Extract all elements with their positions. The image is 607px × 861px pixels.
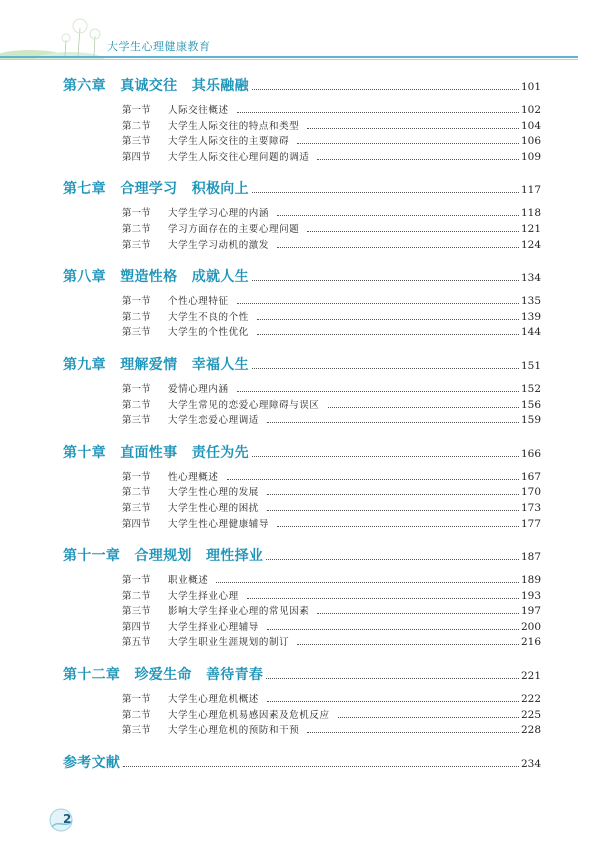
chapter-title: 第十二章 珍爱生命 善待青春 [63, 667, 264, 684]
section-page: 216 [520, 636, 541, 649]
dot-leader [266, 678, 519, 679]
page-number: 2 [63, 812, 72, 826]
references-title: 参考文献 [63, 754, 121, 771]
dot-leader [237, 112, 519, 113]
section-number: 第一节 [122, 383, 151, 395]
references-entry[interactable] [63, 752, 541, 774]
section-title: 大学生职业生涯规划的制订 [168, 637, 290, 649]
section-number: 第一节 [122, 296, 151, 308]
section-title: 大学生性心理的发展 [168, 487, 259, 499]
section-entry[interactable] [63, 221, 541, 237]
section-entry[interactable] [63, 149, 541, 165]
section-number: 第一节 [122, 575, 151, 587]
dot-leader [307, 732, 519, 733]
chapter-block [63, 354, 541, 428]
chapter-gap [63, 164, 541, 178]
dot-leader [267, 494, 519, 495]
section-page: 228 [520, 724, 541, 737]
section-entry[interactable] [63, 102, 541, 118]
section-number: 第三节 [122, 725, 151, 737]
section-number: 第三节 [122, 415, 151, 427]
section-page: 106 [520, 135, 541, 148]
chapter-entry[interactable] [63, 442, 541, 464]
dot-leader [252, 368, 519, 369]
dot-leader [277, 247, 519, 248]
chapter-page: 187 [520, 551, 541, 564]
dot-leader [277, 215, 519, 216]
section-entry[interactable] [63, 293, 541, 309]
section-number: 第三节 [122, 502, 151, 514]
section-entry[interactable] [63, 412, 541, 428]
section-page: 144 [520, 326, 541, 339]
section-entry[interactable] [63, 133, 541, 149]
section-entry[interactable] [63, 572, 541, 588]
section-entry[interactable] [63, 588, 541, 604]
dot-leader [257, 334, 519, 335]
section-title: 大学生人际交往的特点和类型 [168, 120, 300, 132]
dot-leader [227, 479, 519, 480]
section-number: 第三节 [122, 136, 151, 148]
section-title: 大学生性心理的困扰 [168, 502, 259, 514]
section-entry[interactable] [63, 324, 541, 340]
dot-leader [252, 456, 519, 457]
book-title: 大学生心理健康教育 [107, 40, 211, 53]
section-title: 大学生择业心理辅导 [168, 621, 259, 633]
chapter-gap [63, 738, 541, 752]
section-number: 第二节 [122, 120, 151, 132]
dot-leader [267, 629, 519, 630]
dot-leader [257, 319, 519, 320]
dot-leader [237, 391, 519, 392]
chapter-block [63, 442, 541, 531]
chapter-title: 第九章 理解爱情 幸福人生 [63, 356, 249, 373]
chapter-page: 101 [520, 81, 541, 93]
section-page: 197 [520, 605, 541, 618]
section-page: 104 [520, 119, 541, 132]
section-page: 121 [520, 222, 541, 235]
dot-leader [267, 422, 519, 423]
section-number: 第一节 [122, 471, 151, 483]
chapter-title: 第六章 真诚交往 其乐融融 [63, 78, 249, 94]
section-title: 大学生心理危机概述 [168, 694, 259, 706]
dot-leader [247, 598, 519, 599]
section-number: 第三节 [122, 606, 151, 618]
section-title: 大学生心理危机的预防和干预 [168, 725, 300, 737]
dot-leader [307, 231, 519, 232]
section-title: 大学生学习心理的内涵 [168, 208, 270, 220]
section-entry[interactable] [63, 237, 541, 253]
section-number: 第二节 [122, 399, 151, 411]
section-title: 人际交往概述 [168, 105, 229, 116]
dot-leader [266, 559, 519, 560]
section-title: 大学生常见的恋爱心理障碍与误区 [168, 399, 320, 411]
section-page: 124 [520, 238, 541, 251]
chapter-page: 117 [520, 184, 541, 197]
section-entry[interactable] [63, 722, 541, 738]
chapter-gap [63, 340, 541, 354]
section-entry[interactable] [63, 381, 541, 397]
chapter-entry[interactable] [63, 266, 541, 288]
dot-leader [267, 510, 519, 511]
section-title: 影响大学生择业心理的常见因素 [168, 606, 310, 618]
header-divider-thin [0, 59, 578, 60]
dot-leader [216, 582, 519, 583]
section-page: 139 [520, 310, 541, 323]
section-page: 159 [520, 414, 541, 427]
section-title: 大学生的个性优化 [168, 327, 249, 339]
section-entry[interactable] [63, 603, 541, 619]
section-entry[interactable] [63, 309, 541, 325]
chapter-title: 第八章 塑造性格 成就人生 [63, 269, 249, 286]
table-of-contents [63, 75, 541, 774]
dot-leader [297, 644, 519, 645]
dot-leader [297, 143, 519, 144]
section-entry[interactable] [63, 205, 541, 221]
section-number: 第一节 [122, 105, 151, 116]
section-number: 第五节 [122, 637, 151, 649]
section-number: 第一节 [122, 208, 151, 220]
section-number: 第一节 [122, 694, 151, 706]
dot-leader [328, 407, 519, 408]
section-title: 大学生学习动机的激发 [168, 239, 270, 251]
dot-leader [252, 89, 519, 90]
section-title: 大学生不良的个性 [168, 311, 249, 323]
section-title: 大学生心理危机易感因素及危机反应 [168, 709, 330, 721]
dot-leader [317, 159, 519, 160]
section-title: 大学生恋爱心理调适 [168, 415, 259, 427]
section-entry[interactable] [63, 469, 541, 485]
section-entry[interactable] [63, 634, 541, 650]
section-entry[interactable] [63, 691, 541, 707]
section-number: 第四节 [122, 151, 151, 163]
section-page: 193 [520, 589, 541, 602]
chapter-block [63, 545, 541, 650]
references-page: 234 [520, 757, 541, 770]
dandelion-landscape-image [0, 16, 120, 60]
chapter-gap [63, 428, 541, 442]
chapter-gap [63, 252, 541, 266]
section-number: 第二节 [122, 590, 151, 602]
section-page: 177 [520, 517, 541, 530]
chapter-block [63, 178, 541, 252]
section-number: 第二节 [122, 311, 151, 323]
section-number: 第二节 [122, 223, 151, 235]
chapter-entry[interactable] [63, 178, 541, 200]
section-page: 135 [520, 295, 541, 308]
section-number: 第三节 [122, 327, 151, 339]
dot-leader [123, 766, 519, 767]
section-number: 第二节 [122, 487, 151, 499]
section-page: 156 [520, 398, 541, 411]
section-page: 118 [520, 207, 541, 220]
section-number: 第四节 [122, 518, 151, 530]
section-title: 学习方面存在的主要心理问题 [168, 223, 300, 235]
chapter-page: 221 [520, 670, 541, 683]
page-header [0, 0, 607, 66]
dot-leader [277, 526, 519, 527]
section-entry[interactable] [63, 484, 541, 500]
dot-leader [252, 280, 519, 281]
section-number: 第四节 [122, 621, 151, 633]
section-page: 170 [520, 486, 541, 499]
section-title: 职业概述 [168, 575, 209, 587]
chapter-entry[interactable] [63, 545, 541, 567]
section-title: 性心理概述 [168, 471, 219, 483]
dot-leader [317, 613, 519, 614]
section-page: 109 [520, 150, 541, 163]
chapter-block [63, 75, 541, 164]
chapter-page: 134 [520, 272, 541, 285]
chapter-title: 第七章 合理学习 积极向上 [63, 181, 249, 198]
dot-leader [237, 303, 519, 304]
section-entry[interactable] [63, 500, 541, 516]
chapter-title: 第十章 直面性事 责任为先 [63, 444, 249, 461]
section-title: 大学生性心理健康辅导 [168, 518, 270, 530]
section-page: 225 [520, 708, 541, 721]
section-page: 222 [520, 693, 541, 706]
section-number: 第三节 [122, 239, 151, 251]
chapter-title: 第十一章 合理规划 理性择业 [63, 548, 264, 565]
section-entry[interactable] [63, 516, 541, 532]
section-page: 173 [520, 501, 541, 514]
dot-leader [252, 192, 519, 193]
section-entry[interactable] [63, 397, 541, 413]
section-entry[interactable] [63, 619, 541, 635]
chapter-block [63, 266, 541, 340]
section-number: 第二节 [122, 709, 151, 721]
section-page: 167 [520, 470, 541, 483]
section-title: 大学生人际交往心理问题的调适 [168, 151, 310, 163]
header-divider [0, 56, 578, 58]
chapter-entry[interactable] [63, 664, 541, 686]
section-title: 大学生人际交往的主要障碍 [168, 136, 290, 148]
chapter-page: 166 [520, 447, 541, 460]
section-page: 189 [520, 574, 541, 587]
dot-leader [267, 701, 519, 702]
chapter-gap [63, 531, 541, 545]
section-page: 200 [520, 620, 541, 633]
section-title: 爱情心理内涵 [168, 383, 229, 395]
dot-leader [307, 128, 519, 129]
chapter-entry[interactable] [63, 354, 541, 376]
dot-leader [338, 717, 519, 718]
chapter-gap [63, 650, 541, 664]
section-title: 大学生择业心理 [168, 590, 239, 602]
section-entry[interactable] [63, 707, 541, 723]
chapter-page: 151 [520, 359, 541, 372]
section-entry[interactable] [63, 118, 541, 134]
chapter-entry[interactable] [63, 75, 541, 97]
section-title: 个性心理特征 [168, 296, 229, 308]
chapter-block [63, 664, 541, 738]
section-page: 102 [520, 104, 541, 116]
section-page: 152 [520, 382, 541, 395]
